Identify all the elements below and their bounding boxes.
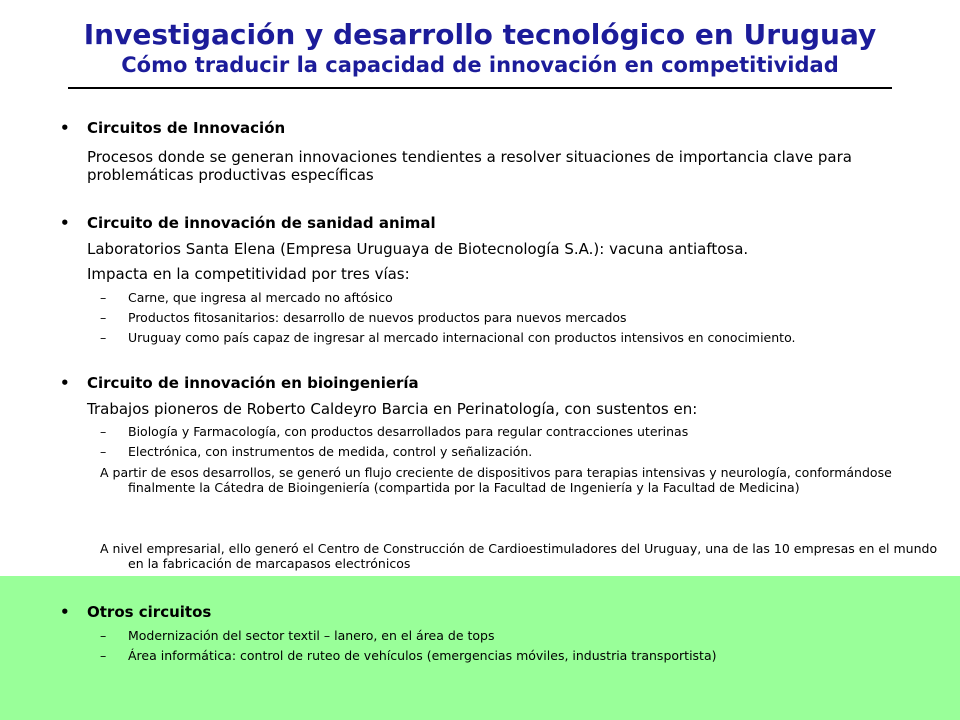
bullet-icon: • <box>60 603 70 621</box>
dash-icon: – <box>100 628 107 643</box>
heading-text: Circuito de innovación de sanidad animal <box>87 214 436 232</box>
body-line: Impacta en la competitividad por tres vías: <box>87 265 410 283</box>
heading-text: Circuito de innovación en bioingeniería <box>87 374 419 392</box>
dash-icon: – <box>100 424 107 439</box>
dash-icon: – <box>100 444 107 459</box>
list-item-text: Carne, que ingresa al mercado no aftósico <box>128 290 393 305</box>
list-item-text: Uruguay como país capaz de ingresar al mercado internacional con productos intensivos en conocimiento. <box>128 330 796 345</box>
list-item-text: Área informática: control de ruteo de vehículos (emergencias móviles, industria transportista) <box>128 648 717 663</box>
list-item-text: Modernización del sector textil – lanero, en el área de tops <box>128 628 495 643</box>
dash-icon: – <box>100 330 107 345</box>
dash-icon: – <box>100 290 107 305</box>
bullet-icon: • <box>60 374 70 392</box>
heading-text: Circuitos de Innovación <box>87 119 286 137</box>
section-note: A partir de esos desarrollos, se generó un flujo creciente de dispositivos para terapias intensivas y neurología, conformándose finalmente la Cátedra de Bioingeniería (compartida por la Facultad de Ingeniería y la Facultad de Medicina) <box>100 465 892 495</box>
page-title: Investigación y desarrollo tecnológico en Uruguay <box>83 18 877 51</box>
body-line: Trabajos pioneros de Roberto Caldeyro Barcia en Perinatología, con sustentos en: <box>87 400 698 418</box>
bullet-icon: • <box>60 119 70 137</box>
list-item-text: Productos fitosanitarios: desarrollo de nuevos productos para nuevos mercados <box>128 310 627 325</box>
dash-icon: – <box>100 648 107 663</box>
body-line: Laboratorios Santa Elena (Empresa Uruguaya de Biotecnología S.A.): vacuna antiaftosa. <box>87 240 749 258</box>
page-subtitle: Cómo traducir la capacidad de innovación en competitividad <box>121 53 839 77</box>
section-note: A nivel empresarial, ello generó el Centro de Construcción de Cardioestimuladores del Uruguay, una de las 10 empresas en el mundo en la fabricación de marcapasos electrónicos <box>100 541 938 571</box>
bullet-icon: • <box>60 214 70 232</box>
heading-text: Otros circuitos <box>87 603 212 621</box>
list-item-text: Electrónica, con instrumentos de medida, control y señalización. <box>128 444 533 459</box>
list-item-text: Biología y Farmacología, con productos desarrollados para regular contracciones uterinas <box>128 424 689 439</box>
dash-icon: – <box>100 310 107 325</box>
section-paragraph: Procesos donde se generan innovaciones tendientes a resolver situaciones de importancia clave para problemáticas productivas específicas <box>87 148 852 184</box>
